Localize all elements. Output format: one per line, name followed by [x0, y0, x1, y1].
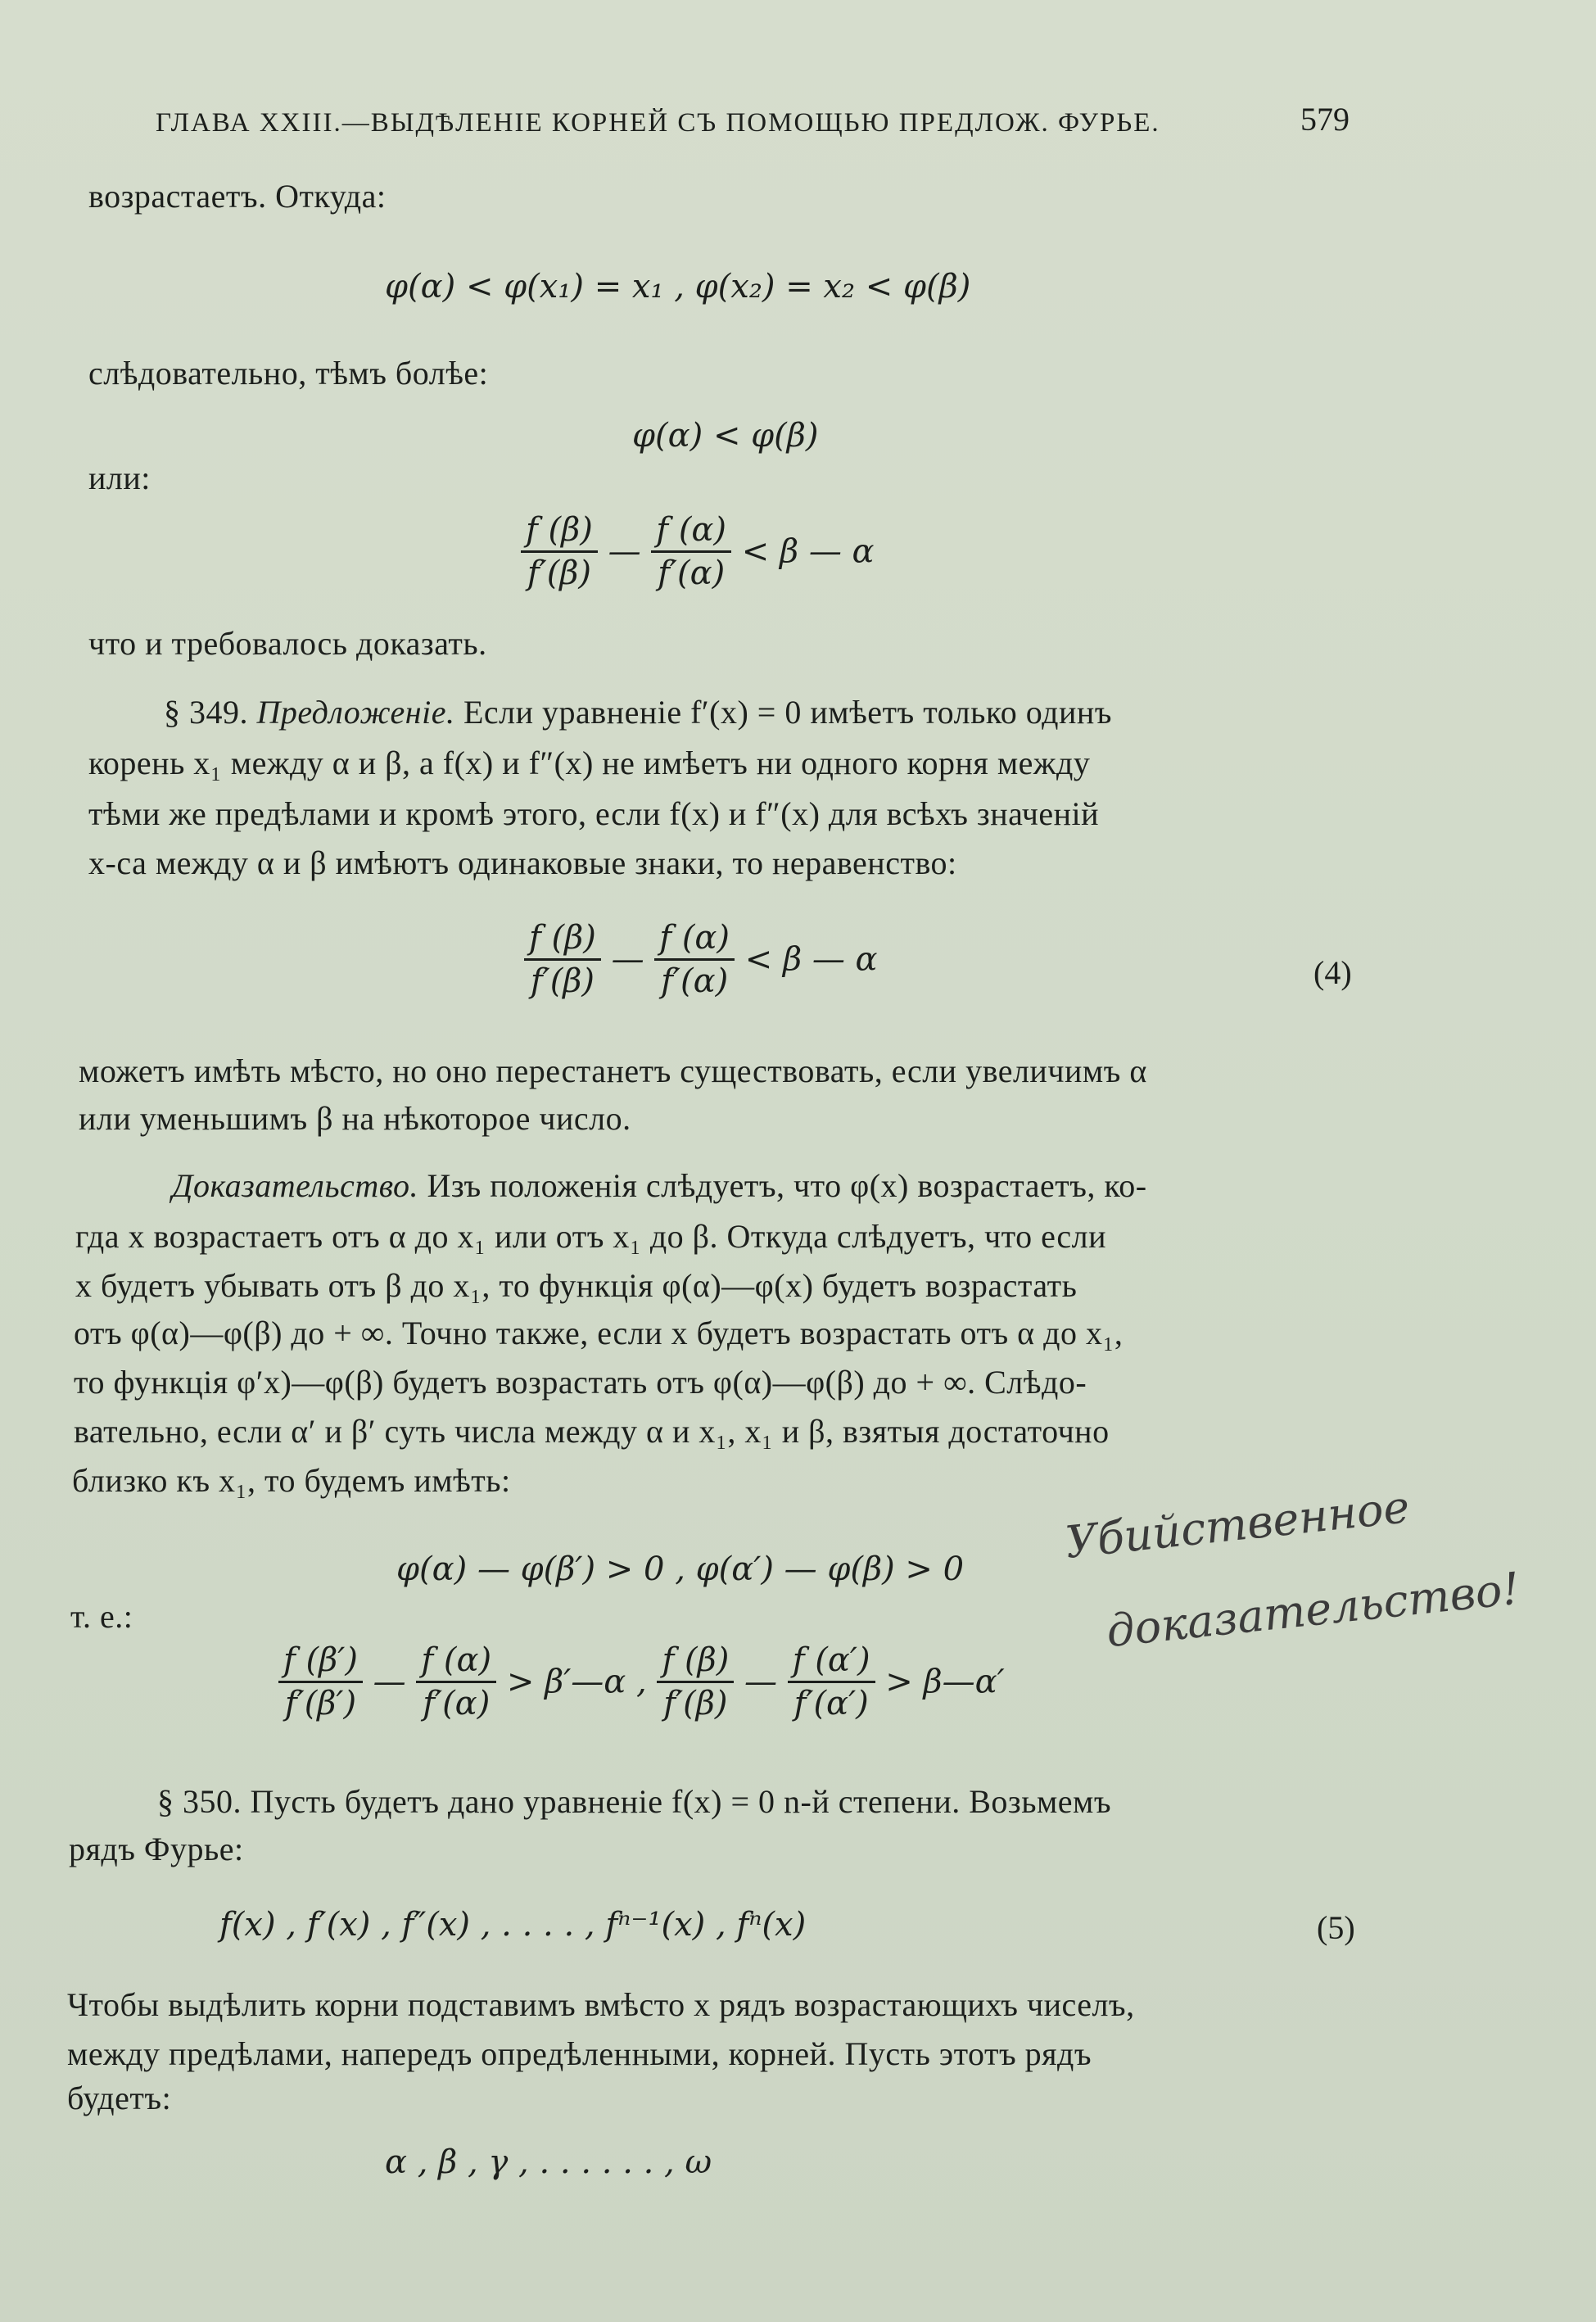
fraction-denominator: f′(α)	[658, 554, 726, 592]
fraction-denominator: f′(β)	[663, 1685, 728, 1722]
fraction-numerator: f (α)	[416, 1640, 496, 1683]
text-line: рядъ Фурье:	[69, 1831, 244, 1867]
fraction-numerator: f (α′)	[788, 1640, 875, 1683]
equation-8: α , β , γ , . . . . . . , ω	[385, 2143, 712, 2181]
fraction-denominator: f′(β′)	[284, 1685, 357, 1722]
proof-text: Изъ положенія слѣдуетъ, что φ(x) возрастаетъ, ко-	[427, 1167, 1147, 1204]
text-line: близко къ x₁, то будемъ имѣть:	[72, 1462, 511, 1499]
text-line: можетъ имѣть мѣсто, но оно перестанетъ существовать, если увеличимъ α	[79, 1052, 1147, 1089]
text-line: x-са между α и β имѣютъ одинаковые знаки, то неравенство:	[88, 844, 957, 881]
fraction-denominator: f′(α)	[661, 962, 729, 1000]
equation-number: (5)	[1317, 1909, 1355, 1946]
text-line: § 350. Пусть будетъ дано уравненіе f(x) = 0 n-й степени. Возьмемъ	[157, 1783, 1112, 1820]
inequality-rest: < β — α	[744, 940, 878, 979]
text-line: вательно, если α′ и β′ суть числа между α и x₁, x₁ и β, взятыя достаточно	[74, 1413, 1110, 1450]
handwritten-note-line-1: Убийственное	[1062, 1481, 1413, 1568]
fraction-denominator: f′(β)	[530, 962, 595, 1000]
text-line: корень x₁ между α и β, а f(x) и f″(x) не имѣетъ ни одного корня между	[88, 745, 1091, 781]
equation-6: $\frac{f (\beta')}{f'(\beta')}$ — $\frac{f (\alpha)}{f'(\alpha)}$ > β′—α , $\frac{f (\beta)}{f'(\beta)}$ — $\frac{f (\alpha')}{f'(\alpha')}$ > β—α′	[278, 1640, 1005, 1724]
text-line: между предѣлами, напередъ опредѣленными, корней. Пусть этотъ рядъ	[67, 2035, 1092, 2072]
page-number: 579	[1300, 101, 1350, 138]
fraction-numerator: f (α)	[654, 917, 735, 961]
section-heading: Предложеніе.	[256, 694, 455, 731]
proof-line-1	[172, 1163, 1147, 1209]
equation-2: φ(α) < φ(β)	[632, 417, 819, 455]
fraction-numerator: f (β)	[521, 509, 598, 553]
fraction-denominator: f′(α′)	[793, 1685, 869, 1722]
inequality-rest: > β′—α ,	[506, 1663, 647, 1701]
fraction-numerator: f (β)	[524, 917, 601, 961]
fraction-numerator: f (α)	[651, 509, 731, 553]
text-line: или уменьшимъ β на нѣкоторое число.	[79, 1100, 631, 1137]
fraction-denominator: f′(α)	[423, 1685, 491, 1722]
text-line: гда x возрастаетъ отъ α до x₁ или отъ x₁ до β. Откуда слѣдуетъ, что если	[75, 1218, 1106, 1255]
text-line: т. е.:	[70, 1598, 133, 1635]
text-line: что и требовалось доказать.	[88, 625, 487, 662]
equation-4: $\frac{f (\beta)}{f'(\beta)}$ — $\frac{f (\alpha)}{f'(\alpha)}$ < β — α	[524, 917, 878, 1002]
text-line: будетъ:	[67, 2080, 172, 2116]
equation-1: φ(α) < φ(x₁) = x₁ , φ(x₂) = x₂ < φ(β)	[385, 268, 971, 306]
inequality-rest: > β—α′	[885, 1663, 1005, 1701]
section-text: Если уравненіе f′(x) = 0 имѣетъ только одинъ	[463, 694, 1112, 731]
equation-5: φ(α) — φ(β′) > 0 , φ(α′) — φ(β) > 0	[396, 1550, 965, 1588]
equation-number: (4)	[1313, 954, 1352, 991]
handwritten-note-line-2: доказательство!	[1104, 1562, 1522, 1658]
text-line: x будетъ убывать отъ β до x₁, то функція φ(α)—φ(x) будетъ возрастать	[75, 1267, 1078, 1304]
equation-3: $\frac{f (\beta)}{f'(\beta)}$ — $\frac{f (\alpha)}{f'(\alpha)}$ < β — α	[521, 509, 875, 594]
proof-heading: Доказательство.	[172, 1167, 419, 1204]
fraction-numerator: f (β)	[657, 1640, 734, 1683]
text-line: Чтобы выдѣлить корни подставимъ вмѣсто x рядъ возрастающихъ чиселъ,	[67, 1986, 1135, 2023]
text-line: то функція φ′x)—φ(β) будетъ возрастать отъ φ(α)—φ(β) до + ∞. Слѣдо-	[74, 1364, 1087, 1401]
text-line: или:	[88, 459, 151, 496]
text-line: отъ φ(α)—φ(β) до + ∞. Точно также, если x будетъ возрастать отъ α до x₁,	[74, 1315, 1124, 1351]
equation-7: f(x) , f′(x) , f″(x) , . . . . , fⁿ⁻¹(x) , fⁿ(x)	[219, 1906, 807, 1944]
text-line: слѣдовательно, тѣмъ болѣе:	[88, 355, 489, 392]
fraction-denominator: f′(β)	[527, 554, 592, 592]
text-line: тѣми же предѣлами и кромѣ этого, если f(x) и f″(x) для всѣхъ значеній	[88, 795, 1100, 832]
running-header: ГЛАВА XXIII.—ВЫДѢЛЕНІЕ КОРНЕЙ СЪ ПОМОЩЬЮ ПРЕДЛОЖ. ФУРЬЕ.	[156, 108, 1160, 138]
text-line: возрастаетъ. Откуда:	[88, 178, 387, 215]
section-number: § 349.	[164, 694, 248, 731]
fraction-numerator: f (β′)	[278, 1640, 363, 1683]
section-349-line-1	[164, 690, 1112, 736]
inequality-rest: < β — α	[741, 532, 875, 571]
